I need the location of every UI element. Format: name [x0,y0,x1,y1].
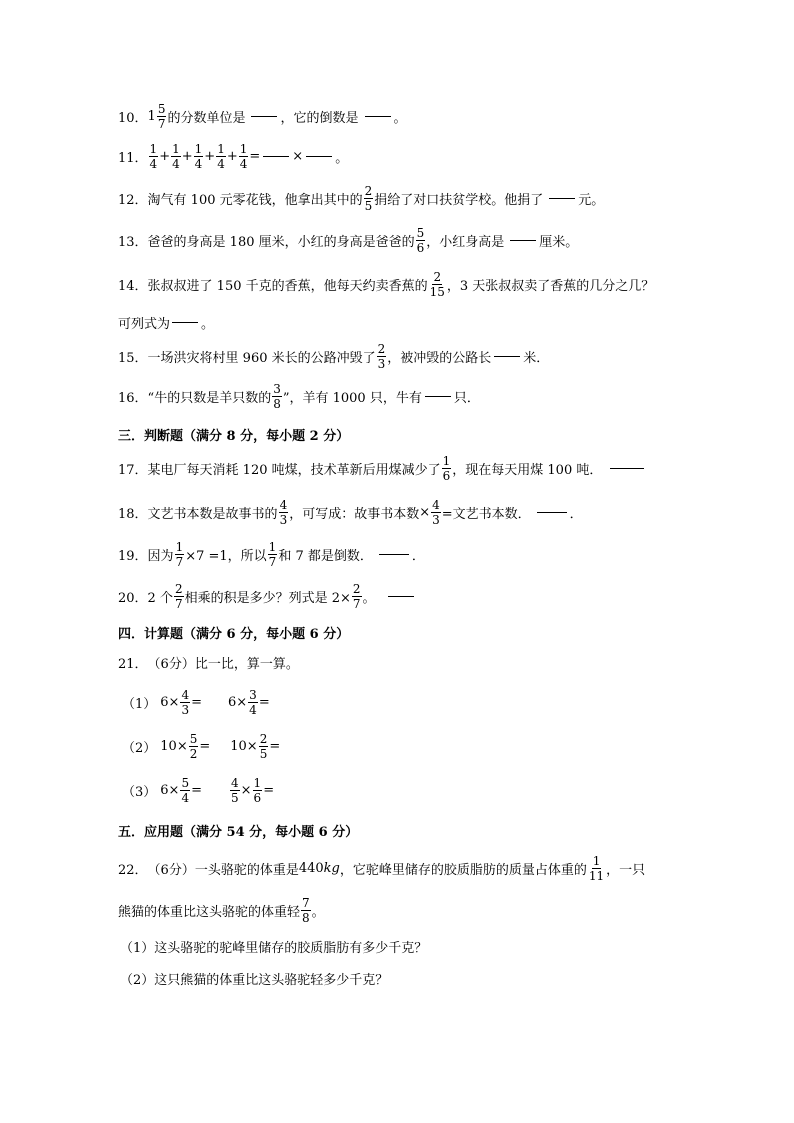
fraction [189,733,199,760]
fraction [364,185,374,212]
fraction [279,499,289,526]
question-number: 14． [118,278,148,294]
denominator: 15 [429,284,445,299]
section-title: 四．计算题（满分 6 分，每小题 6 分） [118,626,350,642]
question-number: 12． [118,192,148,208]
numerator: 2 [259,731,268,746]
numerator: 1 [268,539,277,554]
numerator: 1 [194,141,203,156]
denominator: 3 [279,512,288,527]
question-20 [118,576,417,616]
question-19 [118,534,425,574]
question-text: 淘气有 100 元零花钱，他拿出其中的 [147,192,363,208]
answer-blank[interactable] [537,511,567,513]
question-13 [118,220,578,260]
denominator: 7 [352,596,361,611]
answer-blank[interactable] [388,595,414,597]
answer-blank[interactable] [379,553,409,555]
expression-text: 10× [230,738,258,754]
question-21 [118,642,299,682]
fraction [272,383,282,410]
question-text: ，被冲毁的公路长 [387,350,492,366]
answer-blank[interactable] [610,467,644,469]
expression-text: 6× [228,694,248,710]
denominator: 11 [588,868,605,883]
question-text: （6分）比一比，算一算。 [147,656,299,672]
fraction [149,143,159,170]
fraction [239,143,249,170]
question-16 [118,376,480,416]
question-text: ，现在每天用煤 100 吨． [452,462,603,478]
answer-blank[interactable] [263,155,289,157]
equals-sign: = [258,694,270,710]
numerator: 1 [239,141,248,156]
section-title: 三．判断题（满分 8 分，每小题 2 分） [118,428,350,444]
times-sign: × [419,504,431,520]
numerator: 1 [175,539,184,554]
fraction [174,583,184,610]
denominator: 3 [181,702,190,717]
denominator: 2 [189,746,198,761]
denominator: 4 [172,156,180,171]
answer-blank[interactable] [510,239,536,241]
question-text: 捐给了对口扶贫学校。他捐了 [374,192,544,208]
sub-question-label: （3） [122,784,157,800]
fraction [268,541,278,568]
mixed-number-whole: 1 [147,108,156,124]
fraction [416,227,426,254]
numerator: 2 [364,183,373,198]
denominator: 8 [302,910,310,925]
question-text: 一场洪灾将村里 960 米长的公路冲毁了 [147,350,376,366]
denominator: 7 [174,596,183,611]
denominator: 4 [217,156,225,171]
numerator: 4 [279,497,288,512]
question-text: 米． [523,350,550,366]
numerator: 2 [433,269,442,284]
numerator: 3 [273,381,281,396]
question-21-part-2 [122,726,280,766]
question-17 [118,448,647,488]
fraction [431,499,441,526]
denominator: 6 [253,790,262,805]
question-text: =文艺书本数． [441,506,531,522]
equals-sign: = [199,738,211,754]
section-heading-5 [118,810,358,850]
fraction [180,689,190,716]
question-21-part-1 [122,682,270,722]
fraction [216,143,226,170]
fraction [259,733,269,760]
question-text: ． [569,506,583,522]
question-number: 13． [118,234,148,250]
fraction [175,541,185,568]
question-14 [118,264,654,304]
denominator: 3 [377,356,386,371]
question-text: 。 [201,316,215,332]
equals-sign: = [191,782,202,798]
equals-sign: = [263,782,275,798]
answer-blank[interactable] [365,115,391,117]
denominator: 7 [157,116,166,131]
plus-sign: + [226,148,238,164]
question-text: 。 [311,904,325,920]
question-12 [118,178,604,218]
sub-question-text: （2）这只熊猫的体重比这头骆驼轻多少千克？ [120,972,389,988]
question-text: ，3 天张叔叔卖了香蕉的几分之几？ [446,278,655,294]
question-text: ，可写成：故事书本数 [289,506,420,522]
numerator: 5 [189,731,198,746]
question-number: 18． [118,506,148,522]
question-text: ，小红身高是 [426,234,505,250]
question-text: 的分数单位是 [167,110,246,126]
numerator: 5 [181,775,190,790]
numerator: 2 [352,581,361,596]
fraction [352,583,362,610]
numerator: 5 [157,101,166,116]
question-22-sub-2 [120,958,388,998]
numerator: 4 [231,775,239,790]
question-text: ． [411,548,425,564]
question-text: （6分）一头骆驼的体重是 [147,862,299,878]
equals-sign: = [269,738,281,754]
denominator: 5 [231,790,239,805]
question-number: 10． [118,110,148,126]
fraction [588,855,605,882]
numerator: 7 [302,895,310,910]
plus-sign: + [159,148,171,164]
denominator: 4 [194,156,203,171]
question-21-part-3 [122,770,274,810]
times-sign: × [292,148,304,164]
question-11 [118,136,348,176]
numerator: 1 [217,141,225,156]
answer-blank[interactable] [494,355,520,357]
fraction [377,343,387,370]
expression-text: 6× [160,694,180,710]
sub-question-text: （1）这头骆驼的驼峰里储存的胶质脂肪有多少千克？ [120,940,428,956]
denominator: 3 [432,512,440,527]
fraction [157,103,167,130]
denominator: 5 [259,746,268,761]
numerator: 3 [249,687,257,702]
question-text: 因为 [147,548,174,564]
question-number: 20． [118,590,148,606]
weight-value: 440 [298,860,324,876]
question-text: “牛的只数是羊只数的 [147,390,272,406]
question-text: 熊猫的体重比这头骆驼的体重轻 [118,904,301,920]
denominator: 7 [268,554,277,569]
question-text: 和 7 都是倒数． [278,548,373,564]
question-text: ，一只 [606,862,646,878]
denominator: 5 [364,198,373,213]
numerator: 1 [442,453,451,468]
question-text: 爸爸的身高是 180 厘米，小红的身高是爸爸的 [147,234,415,250]
numerator: 1 [253,775,262,790]
question-number: 22． [118,862,148,878]
question-text: 。 [393,110,407,126]
fraction [230,777,240,804]
question-text: 可列式为 [118,316,171,332]
denominator: 8 [273,396,281,411]
question-text: 。 [335,150,349,166]
fraction [253,777,263,804]
question-text: 张叔叔进了 150 千克的香蕉，他每天约卖香蕉的 [147,278,428,294]
fraction [180,777,190,804]
plus-sign: + [204,148,216,164]
question-number: 16． [118,390,148,406]
expression-text: 10× [160,738,188,754]
numerator: 2 [174,581,183,596]
question-number: 19． [118,548,148,564]
plus-sign: + [181,148,193,164]
numerator: 5 [416,225,425,240]
equals-sign: = [249,148,261,164]
denominator: 4 [149,156,158,171]
question-text: ”，羊有 1000 只，牛有 [282,390,422,406]
sub-question-label: （1） [122,696,157,712]
fraction [429,271,446,298]
numerator: 1 [149,141,158,156]
denominator: 7 [175,554,184,569]
question-text: 2 个 [147,590,173,606]
numerator: 1 [172,141,180,156]
sub-question-label: （2） [122,740,157,756]
answer-blank[interactable] [251,115,277,117]
question-text: ，它的倒数是 [280,110,359,126]
fraction [442,455,452,482]
denominator: 6 [416,240,425,255]
numerator: 4 [181,687,190,702]
question-number: 17． [118,462,148,478]
answer-blank[interactable] [425,395,451,397]
answer-blank[interactable] [549,197,575,199]
question-18 [118,492,583,532]
question-text: 只． [453,390,480,406]
question-text: 。 [362,590,376,606]
question-number: 11． [118,150,148,166]
question-text: ，它驼峰里储存的胶质脂肪的质量占体重的 [339,862,587,878]
answer-blank[interactable] [306,155,332,157]
question-text: 厘米。 [539,234,579,250]
question-22 [118,848,645,888]
answer-blank[interactable] [172,321,198,323]
weight-unit: kg [323,860,340,876]
question-text: ×7 =1，所以 [185,548,267,564]
question-number: 21． [118,656,148,672]
question-number: 15． [118,350,148,366]
question-text: 某电厂每天消耗 120 吨煤，技术革新后用煤减少了 [147,462,441,478]
denominator: 6 [442,468,451,483]
numerator: 2 [377,341,386,356]
fraction [194,143,204,170]
fraction [248,689,258,716]
numerator: 4 [432,497,440,512]
denominator: 4 [249,702,257,717]
section-title: 五．应用题（满分 54 分，每小题 6 分） [118,824,359,840]
question-text: 元。 [578,192,605,208]
question-15 [118,336,549,376]
fraction [301,897,311,924]
fraction [171,143,181,170]
denominator: 4 [239,156,248,171]
equals-sign: = [191,694,202,710]
question-text: 文艺书本数是故事书的 [147,506,278,522]
question-22-continued [118,890,325,930]
expression-text: 6× [160,782,180,798]
times-sign: × [240,782,252,798]
question-10 [118,96,407,136]
denominator: 4 [181,790,190,805]
numerator: 1 [592,853,601,868]
question-text: 相乘的积是多少？列式是 2× [184,590,351,606]
